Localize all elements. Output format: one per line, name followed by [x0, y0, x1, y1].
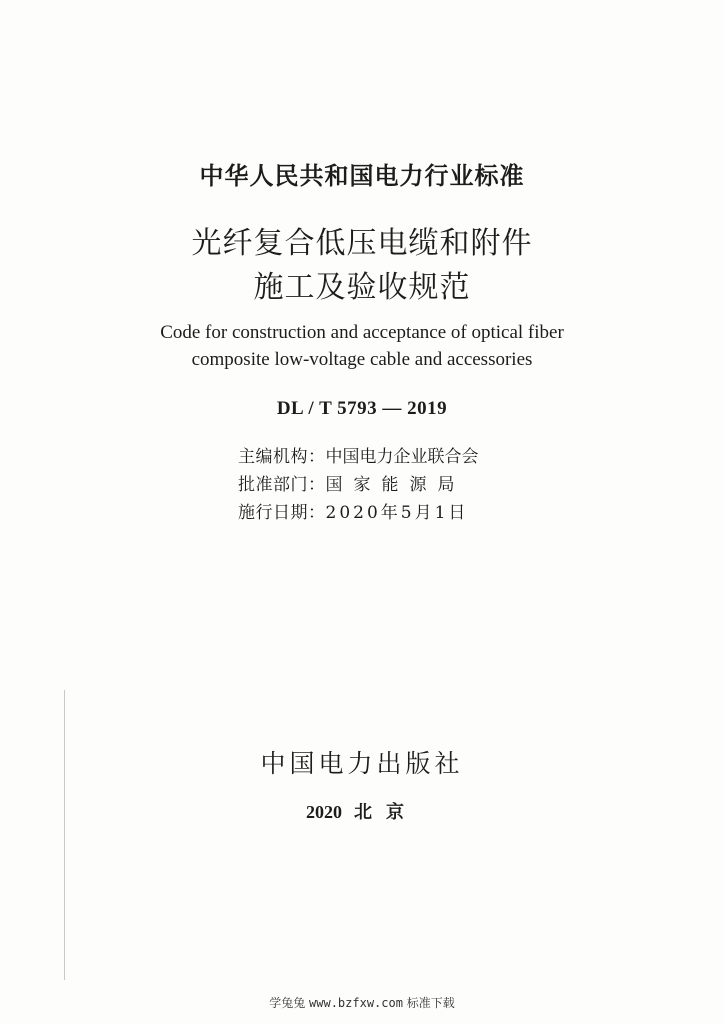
publish-year-city: [0, 798, 724, 824]
meta-row-editor: [238, 442, 479, 467]
title-chinese-line-1: 光纤复合低压电缆和附件: [191, 226, 533, 261]
title-english-line-2: composite low-voltage cable and accessories: [191, 349, 533, 370]
approver-value: 国家能源局: [325, 475, 466, 495]
series-title: 中华人民共和国电力行业标准: [199, 162, 525, 190]
approver-label: 批准部门：: [238, 475, 326, 495]
editor-value: 中国电力企业联合会: [325, 447, 479, 467]
date-label: 施行日期：: [238, 503, 326, 523]
footer-tagline: 标准下载: [406, 996, 455, 1010]
editor-label: 主编机构：: [238, 447, 326, 467]
title-chinese-line-2: 施工及验收规范: [253, 270, 471, 305]
date-value: 2020年5月1日: [325, 503, 469, 523]
publish-city: 北京: [354, 802, 418, 823]
scan-edge-line: [64, 690, 65, 980]
meta-row-approver: [238, 470, 466, 495]
publish-year: 2020: [306, 802, 342, 822]
meta-row-date: [238, 498, 468, 523]
standard-number: DL / T 5793 — 2019: [276, 398, 448, 419]
footer-url[interactable]: www.bzfxw.com: [309, 996, 403, 1010]
publisher-name: 中国电力出版社: [260, 749, 464, 778]
footer-site-name: 学兔兔: [269, 996, 306, 1010]
footer-watermark: [0, 994, 724, 1011]
title-english-line-1: Code for construction and acceptance of optical fiber: [160, 322, 564, 343]
